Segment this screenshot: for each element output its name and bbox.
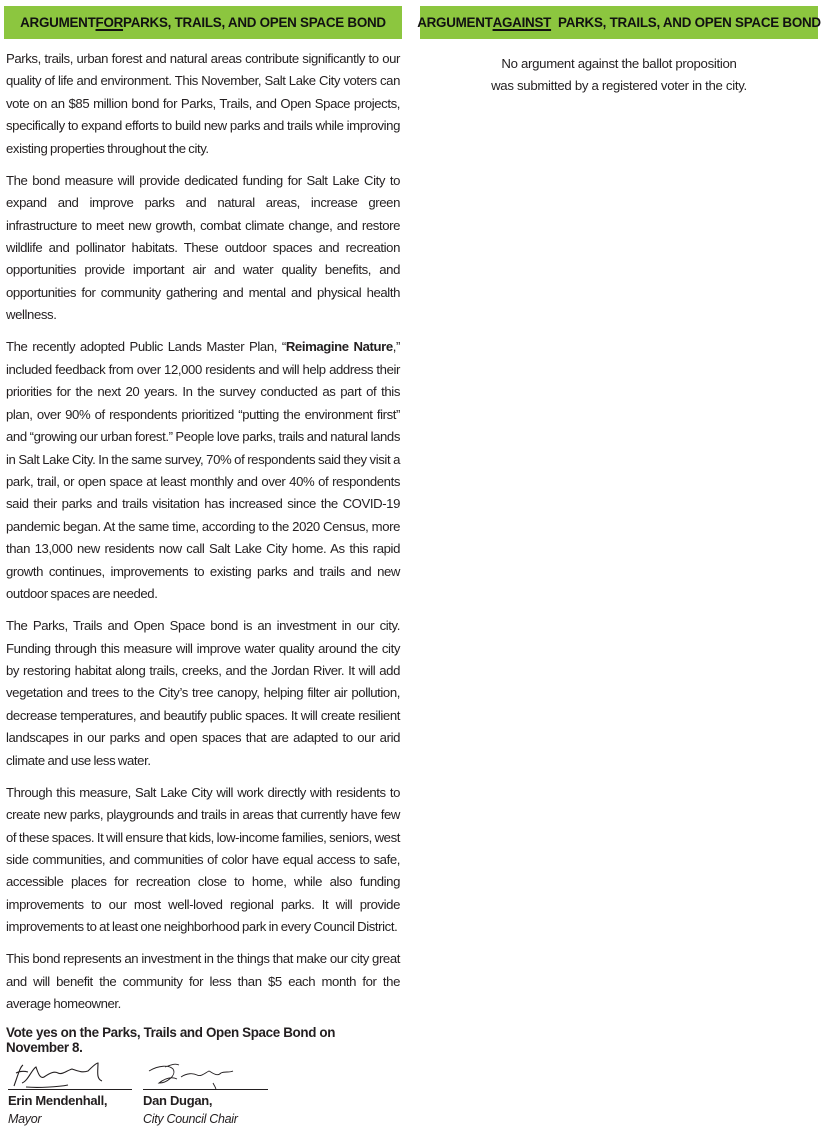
argument-against-header: [417, 6, 821, 39]
paragraph-5: Through this measure, Salt Lake City will work directly with residents to create new parks, playgrounds and trails in areas that currently have few of these spaces. It will ensure that kids, low-income families, seniors, west side communities, and communities of color have equal access to safe, accessible places for recreation close to home, while also funding improvements to our most well-loved regional parks. It will provide improvements to at least one neighborhood park in every Council District.: [6, 784, 400, 935]
paragraph-2: The bond measure will provide dedicated funding for Salt Lake City to expand and improve parks and natural areas, increase green infrastructure to meet new growth, combat climate change, and restore wildlife and pollinator habitats. These outdoor spaces and recreation opportunities provide important air and water quality benefits, and opportunities for community gathering and mental and physical health wellness.: [6, 172, 400, 323]
header-suffix: PARKS, TRAILS, AND OPEN SPACE BOND: [123, 15, 386, 30]
signer-name: Erin Mendenhall,: [8, 1093, 108, 1109]
argument-for-column: [4, 6, 402, 1131]
paragraph-1: Parks, trails, urban forest and natural areas contribute significantly to our quality of life and environment. This November, Salt Lake City voters can vote on an $85 million bond for Parks, Trails, and Open Space projects, specifically to expand efforts to build new parks and trails while improving existing properties throughout the city.: [6, 51, 400, 156]
paragraph-6: This bond represents an investment in the things that make our city great and will benefit the community for less than $5 each month for the average homeowner.: [6, 951, 400, 1012]
paragraph-3-start: The recently adopted Public Lands Master Plan, “: [6, 339, 286, 355]
handwritten-signature-mendenhall: [8, 1059, 132, 1089]
signer-title: City Council Chair: [143, 1112, 238, 1127]
signature-line: [8, 1089, 132, 1090]
header-prefix: ARGUMENT: [20, 15, 96, 30]
closing-statement: Vote yes on the Parks, Trails and Open Space Bond on November 8.: [6, 1025, 336, 1056]
signer-title: Mayor: [8, 1112, 42, 1127]
paragraph-4: The Parks, Trails and Open Space bond is an investment in our city. Funding through this measure will improve water quality around the city by restoring habitat along trails, creeks, and the Jordan River. It will add vegetation and trees to the City’s tree canopy, helping filter air pollution, decrease temperatures, and beautify public spaces. It will create resilient landscapes in our parks and open spaces that are adapted to our arid climate and use less water.: [6, 618, 400, 768]
header-keyword-for: FOR: [95, 15, 124, 30]
plan-name: Reimagine Nature: [285, 339, 393, 355]
signature-line: [143, 1089, 268, 1090]
header-keyword-against: AGAINST: [492, 15, 552, 30]
signature-block: [6, 1059, 400, 1131]
argument-against-column: [417, 6, 821, 96]
argument-for-body: [4, 39, 402, 1131]
header-prefix: ARGUMENT: [417, 15, 493, 30]
paragraph-3: [6, 336, 400, 605]
signature-council-chair: [143, 1059, 268, 1126]
no-argument-notice: [420, 53, 818, 96]
paragraph-3-rest: ,” included feedback from over 12,000 residents and will help address their priorities for the next 20 years. In the survey conducted as part of this plan, over 90% of respondents prioritized “putting the environment first” and “growing our urban forest.” People love parks, trails and natural lands in Salt Lake City. In the same survey, 70% of respondents said they visit a park, trail, or open space at least monthly and over 40% of respondents said their parks and trails visitation has increased since the COVID-19 pandemic began. At the same time, according to the 2020 Census, more than 13,000 new residents now call Salt Lake City home. As this rapid growth continues, improvements to existing parks and trails and new outdoor spaces are needed.: [6, 339, 400, 601]
signature-mayor: [8, 1059, 132, 1126]
header-suffix: PARKS, TRAILS, AND OPEN SPACE BOND: [551, 15, 821, 30]
notice-line-1: No argument against the ballot proposition: [501, 56, 737, 71]
notice-line-2: was submitted by a registered voter in the city.: [491, 77, 747, 93]
handwritten-signature-dugan: [143, 1059, 268, 1089]
argument-for-header: [4, 6, 402, 39]
signer-name: Dan Dugan,: [143, 1093, 213, 1109]
